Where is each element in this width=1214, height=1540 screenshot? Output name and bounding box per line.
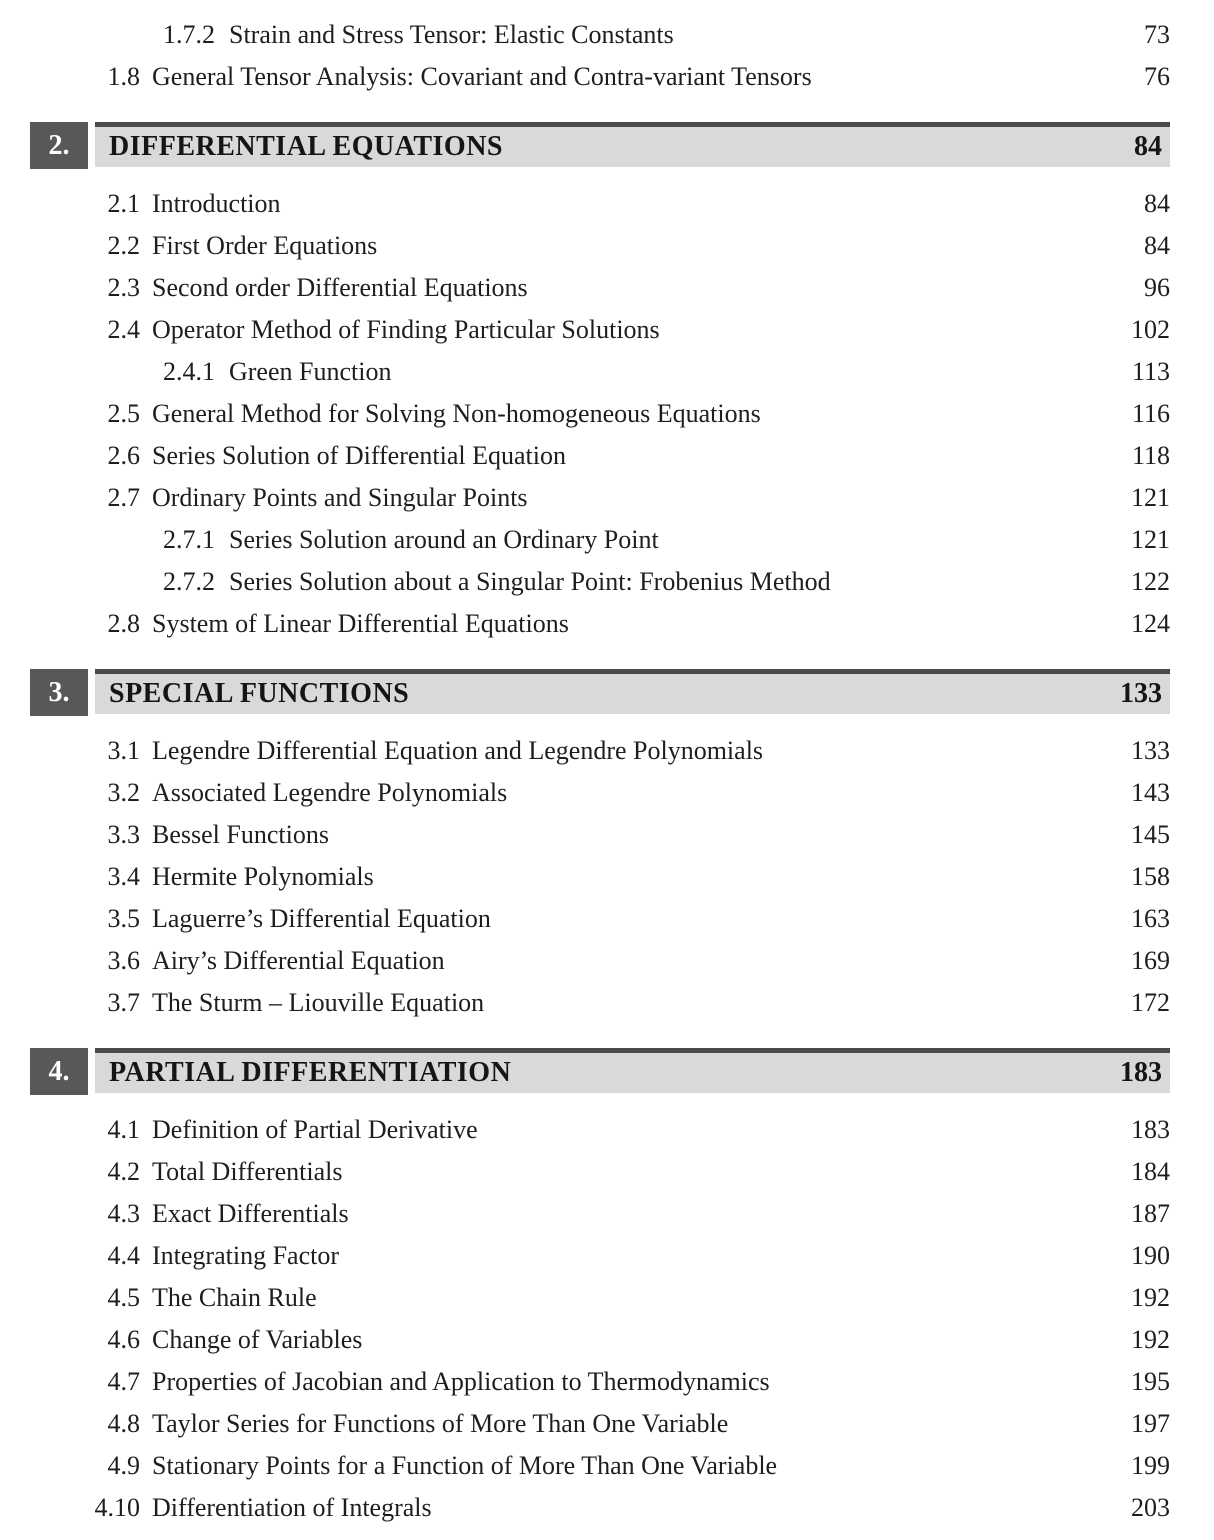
entry-page-number: 184 xyxy=(1131,1157,1170,1186)
entry-title: Integrating Factor xyxy=(152,1241,339,1270)
toc-entry xyxy=(30,603,1170,645)
entry-title: Series Solution about a Singular Point: Frobenius Method xyxy=(229,567,831,596)
entry-page-number: 203 xyxy=(1131,1493,1170,1522)
entry-number: 3.2 xyxy=(107,778,140,807)
entry-number: 1.7.2 xyxy=(163,20,215,49)
entry-title: System of Linear Differential Equations xyxy=(152,609,569,638)
entry-number: 4.10 xyxy=(94,1493,140,1522)
entry-page-number: 145 xyxy=(1131,820,1170,849)
entry-title: Laguerre’s Differential Equation xyxy=(152,904,491,933)
entry-page-number: 192 xyxy=(1131,1325,1170,1354)
toc-entry xyxy=(30,1151,1170,1193)
toc-entry xyxy=(30,772,1170,814)
toc-entry xyxy=(30,1403,1170,1445)
toc-entry xyxy=(30,477,1170,519)
entry-page-number: 121 xyxy=(1131,525,1170,554)
entry-page-number: 84 xyxy=(1144,189,1170,218)
entry-title: Properties of Jacobian and Application to Thermodynamics xyxy=(152,1367,770,1396)
toc-entry xyxy=(30,1361,1170,1403)
entry-number: 2.7.1 xyxy=(163,525,215,554)
entry-number: 4.3 xyxy=(107,1199,140,1228)
entry-title: The Chain Rule xyxy=(152,1283,317,1312)
entry-title: Change of Variables xyxy=(152,1325,363,1354)
entry-number: 4.5 xyxy=(107,1283,140,1312)
entry-title: Taylor Series for Functions of More Than One Variable xyxy=(152,1409,729,1438)
toc-entry xyxy=(30,940,1170,982)
chapter-title-bar xyxy=(95,1048,1170,1093)
toc-entry xyxy=(30,730,1170,772)
toc-entry xyxy=(30,1277,1170,1319)
entry-title: General Method for Solving Non-homogeneous Equations xyxy=(152,399,761,428)
toc-entry xyxy=(30,814,1170,856)
chapter-page-number: 183 xyxy=(1120,1057,1162,1088)
entry-title: Bessel Functions xyxy=(152,820,329,849)
entry-title: Associated Legendre Polynomials xyxy=(152,778,508,807)
entry-title: Introduction xyxy=(152,189,281,218)
entry-page-number: 192 xyxy=(1131,1283,1170,1312)
chapter-header xyxy=(30,1048,1170,1095)
toc-entry xyxy=(30,225,1170,267)
toc-entry xyxy=(30,856,1170,898)
entry-page-number: 116 xyxy=(1131,399,1170,428)
entry-number: 4.7 xyxy=(107,1367,140,1396)
entry-title: Legendre Differential Equation and Legendre Polynomials xyxy=(152,736,764,765)
toc-entry xyxy=(30,519,1170,561)
entry-title: Stationary Points for a Function of More Than One Variable xyxy=(152,1451,778,1480)
entry-number: 2.1 xyxy=(107,189,140,218)
entry-page-number: 183 xyxy=(1131,1115,1170,1144)
entry-number: 2.4 xyxy=(107,315,140,344)
entry-title: General Tensor Analysis: Covariant and Contra-variant Tensors xyxy=(152,62,812,91)
entry-title: Green Function xyxy=(229,357,392,386)
chapter-number-box: 3. xyxy=(30,669,88,716)
entry-number: 1.8 xyxy=(107,62,140,91)
toc-entry xyxy=(30,435,1170,477)
entry-page-number: 169 xyxy=(1131,946,1170,975)
entry-title: The Sturm – Liouville Equation xyxy=(152,988,485,1017)
entry-page-number: 76 xyxy=(1144,62,1170,91)
chapter-page-number: 84 xyxy=(1134,131,1162,162)
entry-page-number: 124 xyxy=(1131,609,1170,638)
entry-page-number: 190 xyxy=(1131,1241,1170,1270)
toc-entry xyxy=(30,1193,1170,1235)
toc-entry xyxy=(30,561,1170,603)
entry-page-number: 158 xyxy=(1131,862,1170,891)
entry-number: 2.7.2 xyxy=(163,567,215,596)
entry-title: Series Solution of Differential Equation xyxy=(152,441,566,470)
entry-number: 2.5 xyxy=(107,399,140,428)
chapter-entries xyxy=(30,730,1170,1024)
entry-number: 2.6 xyxy=(107,441,140,470)
entry-title: Hermite Polynomials xyxy=(152,862,374,891)
toc-entry xyxy=(30,351,1170,393)
entry-number: 2.2 xyxy=(107,231,140,260)
entry-number: 4.9 xyxy=(107,1451,140,1480)
entry-number: 3.7 xyxy=(107,988,140,1017)
entry-page-number: 122 xyxy=(1131,567,1170,596)
toc-entry xyxy=(30,1487,1170,1529)
entry-page-number: 121 xyxy=(1131,483,1170,512)
chapter-entries xyxy=(30,183,1170,645)
toc-entry xyxy=(30,982,1170,1024)
entry-number: 4.8 xyxy=(107,1409,140,1438)
entry-number: 3.3 xyxy=(107,820,140,849)
entry-title: Total Differentials xyxy=(152,1157,343,1186)
entry-page-number: 197 xyxy=(1131,1409,1170,1438)
entry-title: Second order Differential Equations xyxy=(152,273,528,302)
chapter-number-box: 2. xyxy=(30,122,88,169)
chapter-title: DIFFERENTIAL EQUATIONS xyxy=(109,131,504,162)
toc-chapters xyxy=(30,122,1170,1529)
toc-entry xyxy=(30,1319,1170,1361)
entry-title: Exact Differentials xyxy=(152,1199,349,1228)
toc-leading-entries xyxy=(30,14,1170,98)
toc-entry xyxy=(30,1109,1170,1151)
entry-title: Definition of Partial Derivative xyxy=(152,1115,478,1144)
entry-number: 3.1 xyxy=(107,736,140,765)
chapter-header xyxy=(30,122,1170,169)
chapter-page-number: 133 xyxy=(1120,678,1162,709)
entry-title: First Order Equations xyxy=(152,231,378,260)
entry-number: 3.6 xyxy=(107,946,140,975)
entry-page-number: 102 xyxy=(1131,315,1170,344)
toc-entry xyxy=(30,898,1170,940)
toc-entry xyxy=(30,1445,1170,1487)
toc-entry xyxy=(30,1235,1170,1277)
toc-entry xyxy=(30,309,1170,351)
entry-title: Differentiation of Integrals xyxy=(152,1493,432,1522)
toc-entry xyxy=(30,267,1170,309)
entry-title: Operator Method of Finding Particular Solutions xyxy=(152,315,660,344)
entry-page-number: 163 xyxy=(1131,904,1170,933)
entry-number: 4.1 xyxy=(107,1115,140,1144)
entry-number: 4.6 xyxy=(107,1325,140,1354)
entry-page-number: 195 xyxy=(1131,1367,1170,1396)
chapter-title: PARTIAL DIFFERENTIATION xyxy=(109,1057,512,1088)
toc-entry xyxy=(30,56,1170,98)
entry-page-number: 73 xyxy=(1144,20,1170,49)
entry-number: 4.2 xyxy=(107,1157,140,1186)
chapter-title-bar xyxy=(95,669,1170,714)
entry-number: 3.4 xyxy=(107,862,140,891)
toc-entry xyxy=(30,183,1170,225)
entry-page-number: 96 xyxy=(1144,273,1170,302)
entry-number: 2.3 xyxy=(107,273,140,302)
entry-number: 2.8 xyxy=(107,609,140,638)
entry-page-number: 84 xyxy=(1144,231,1170,260)
entry-page-number: 133 xyxy=(1131,736,1170,765)
entry-page-number: 199 xyxy=(1131,1451,1170,1480)
toc-entry xyxy=(30,393,1170,435)
entry-page-number: 118 xyxy=(1131,441,1170,470)
entry-number: 3.5 xyxy=(107,904,140,933)
chapter-title-bar xyxy=(95,122,1170,167)
chapter-header xyxy=(30,669,1170,716)
entry-number: 4.4 xyxy=(107,1241,140,1270)
entry-title: Strain and Stress Tensor: Elastic Constants xyxy=(229,20,674,49)
entry-title: Series Solution around an Ordinary Point xyxy=(229,525,659,554)
entry-page-number: 172 xyxy=(1131,988,1170,1017)
entry-title: Airy’s Differential Equation xyxy=(152,946,445,975)
toc-entry xyxy=(30,14,1170,56)
entry-number: 2.7 xyxy=(107,483,140,512)
chapter-entries xyxy=(30,1109,1170,1529)
chapter-title: SPECIAL FUNCTIONS xyxy=(109,678,410,709)
entry-title: Ordinary Points and Singular Points xyxy=(152,483,528,512)
entry-number: 2.4.1 xyxy=(163,357,215,386)
chapter-number-box: 4. xyxy=(30,1048,88,1095)
entry-page-number: 143 xyxy=(1131,778,1170,807)
entry-page-number: 113 xyxy=(1131,357,1170,386)
entry-page-number: 187 xyxy=(1131,1199,1170,1228)
